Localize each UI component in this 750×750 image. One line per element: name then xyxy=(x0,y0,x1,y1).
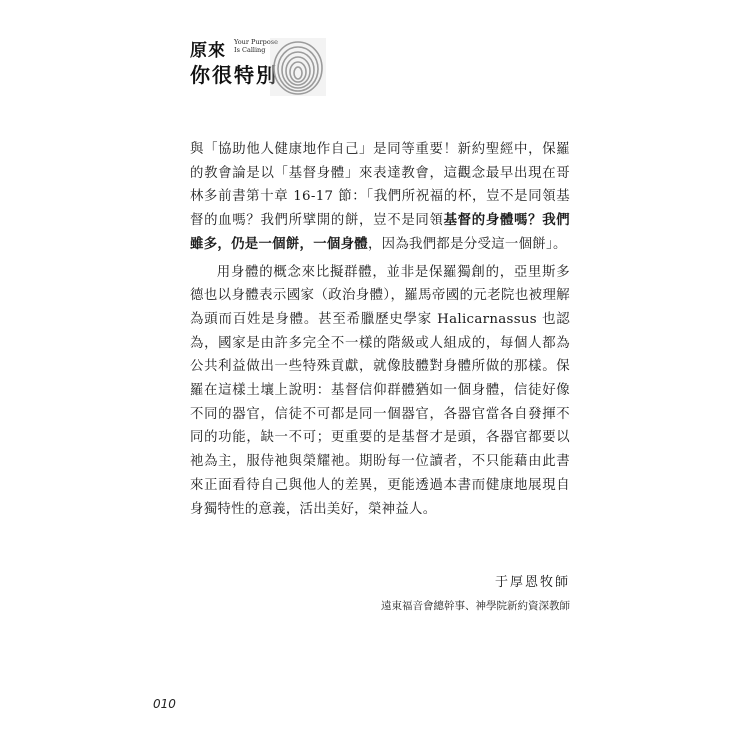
header-subtitle-line1: Your Purpose xyxy=(234,38,278,46)
paragraph-1-text-a: 與「協助他人健康地作自己」是同等重要！新約聖經中，保羅的教會論是以「基督身體」來表達教會，這觀念最早出現在哥林多前書第十章 16-17 節：「我們所祝福的杯，豈不是同領基督的血嗎？我們所擘開的餅，豈不是同領 xyxy=(190,142,570,229)
running-header xyxy=(190,36,330,96)
main-text xyxy=(190,138,570,521)
paragraph-1-text-b: ，因為我們都是分受這一個餅」。 xyxy=(367,236,567,252)
author-affiliation: 遠東福音會總幹事、神學院新約資深教師 xyxy=(381,600,570,612)
header-subtitle-line2: Is Calling xyxy=(234,46,266,54)
paragraph-2: 用身體的概念來比擬群體，並非是保羅獨創的，亞里斯多德也以身體表示國家（政治身體），羅馬帝國的元老院也被理解為頭而百姓是身體。甚至希臘歷史學家 Halicarnassus 也認為，國家是由許多完全不一樣的階級或人組成的，每個人都為公共利益做出一些特殊貢獻，就像肢體對身體所做的那樣。保羅在這樣土壤上說明：基督信仰群體猶如一個身體，信徒好像不同的器官，信徒不可都是同一個器官，各器官當各自發揮不同的功能，缺一不可；更重要的是基督才是頭，各器官都要以祂為主，服侍祂與榮耀祂。期盼每一位讀者，不只能藉由此書來正面看待自己與他人的差異，更能透過本書而健康地展現自身獨特性的意義，活出美好，榮神益人。 xyxy=(190,264,570,517)
paragraph-1 xyxy=(190,138,570,257)
author-signature: 于厚恩牧師 xyxy=(494,575,570,590)
paragraph-1-emphasis: 基督的身體嗎？我們雖多，仍是一個餅，一個身體 xyxy=(190,212,570,252)
header-title-line1: 原來 xyxy=(190,41,226,61)
page-number: 010 xyxy=(153,697,176,711)
thumbprint-icon xyxy=(270,38,326,96)
header-title-line2: 你很特別 xyxy=(190,63,278,87)
